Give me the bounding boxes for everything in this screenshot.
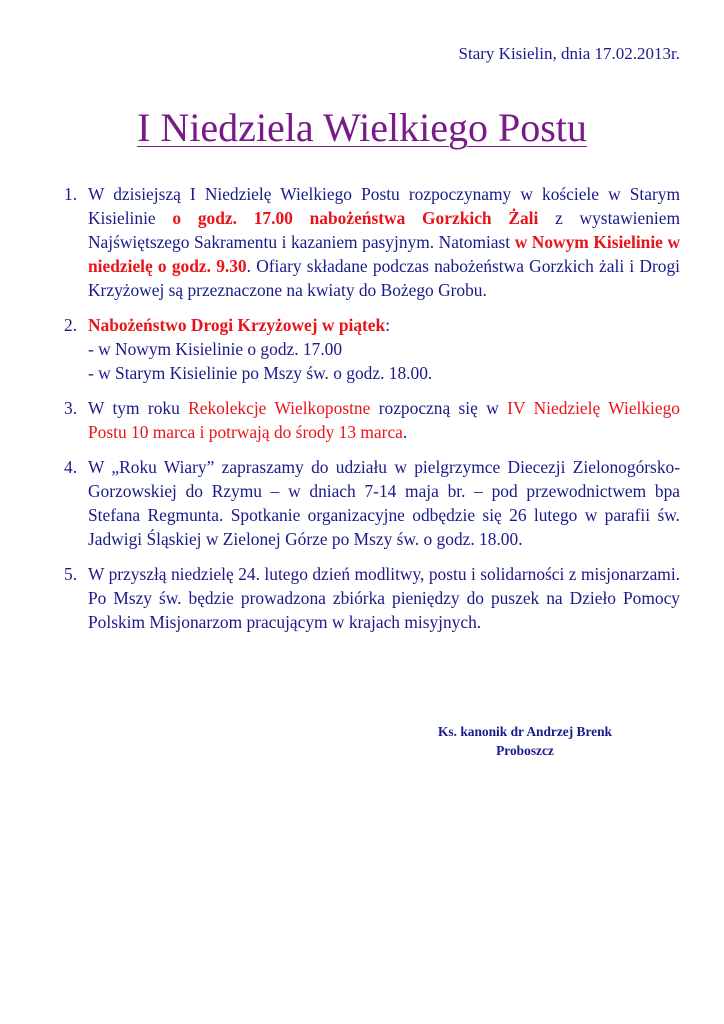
item-text: W dzisiejszą I Niedzielę Wielkiego Postu rozpoczynamy w kościele w Starym Kisielinie (88, 184, 680, 228)
item-text: W przyszłą niedzielę 24. lutego dzień modlitwy, postu i solidarności z misjonarzami. Po Mszy św. będzie prowadzona zbiórka pieniędzy do puszek na Dzieło Pomocy Polskim Misjonarzom pracującym w krajach misyjnych. (88, 564, 680, 632)
announcement-item-5 (64, 562, 680, 634)
item-text: : (385, 315, 391, 335)
item-number: 2. (64, 315, 78, 335)
announcement-item-3 (64, 396, 680, 444)
item-number: 5. (64, 564, 78, 584)
signature-name: Ks. kanonik dr Andrzej Brenk (438, 724, 612, 739)
schedule-line: - w Starym Kisielinie po Mszy św. o godz. 18.00. (88, 363, 433, 383)
highlight-text: w Nowym Kisielinie w niedzielę o godz. 9.30 (88, 232, 681, 276)
highlight-text: Nabożeństwo Drogi Krzyżowej w piątek (88, 315, 386, 335)
signature-role: Proboszcz (496, 743, 554, 758)
item-text: . (402, 422, 408, 442)
page-title: I Niedziela Wielkiego Postu (137, 105, 587, 150)
announcement-list (64, 182, 680, 645)
highlight-text: Rekolekcje Wielkopostne (188, 398, 371, 418)
highlight-text: o godz. 17.00 nabożeństwa Gorzkich Żali (172, 208, 539, 228)
item-text: W tym roku (88, 398, 189, 418)
highlight-text: IV Niedzielę Wielkiego Postu 10 marca i potrwają do środy 13 marca (88, 398, 681, 442)
item-number: 3. (64, 398, 78, 418)
announcement-item-1 (64, 182, 680, 302)
item-number: 4. (64, 457, 78, 477)
item-number: 1. (64, 184, 78, 204)
announcement-item-2 (64, 313, 680, 385)
signature-block (400, 722, 650, 760)
item-text: W „Roku Wiary” zapraszamy do udziału w pielgrzymce Diecezji Zielonogórsko-Gorzowskiej do Rzymu – w dniach 7-14 maja br. – pod przewodnictwem bpa Stefana Regmunta. Spotkanie organizacyjne odbędzie się 26 lutego w parafii św. Jadwigi Śląskiej w Zielonej Górze po Mszy św. o godz. 18.00. (88, 457, 680, 549)
item-text: z wystawieniem Najświętszego Sakramentu i kazaniem pasyjnym. Natomiast (88, 208, 681, 252)
item-text: . Ofiary składane podczas nabożeństwa Gorzkich żali i Drogi Krzyżowej są przeznaczone na kwiaty do Bożego Grobu. (88, 256, 680, 300)
schedule-line: - w Nowym Kisielinie o godz. 17.00 (88, 339, 343, 359)
item-text: rozpoczną się w (370, 398, 508, 418)
announcement-item-4 (64, 455, 680, 551)
date-line: Stary Kisielin, dnia 17.02.2013r. (458, 44, 680, 63)
